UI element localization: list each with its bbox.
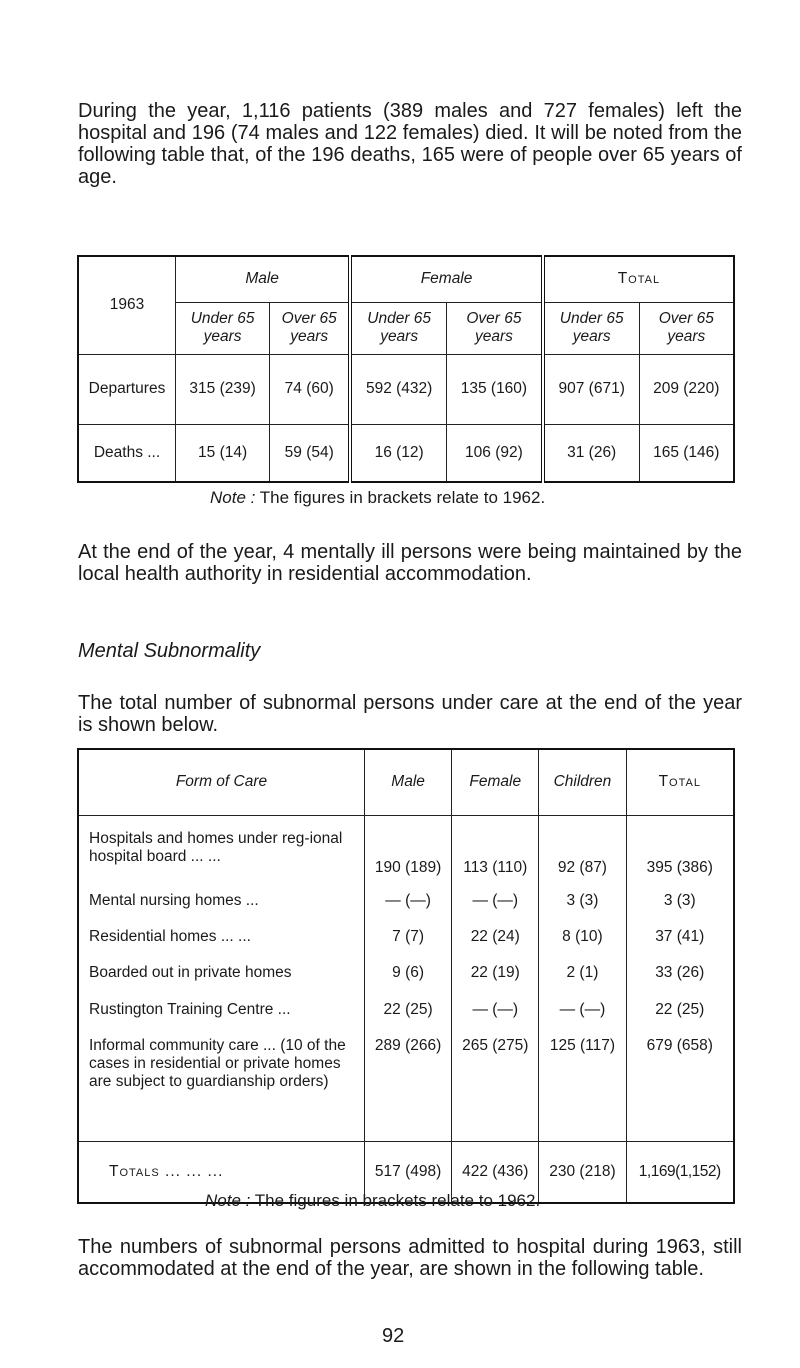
- col-header-female: Female: [452, 749, 539, 815]
- table-row: [78, 919, 734, 955]
- table-row: [78, 991, 734, 1029]
- cell: 33 (26): [626, 955, 734, 991]
- paragraph-subnormal: The total number of subnormal persons under care at the end of the year is shown below.: [78, 692, 742, 736]
- cell: 113 (110): [452, 815, 539, 883]
- row-label: Boarded out in private homes: [78, 955, 365, 991]
- cell: 37 (41): [626, 919, 734, 955]
- table-row: [78, 354, 734, 424]
- cell: 190 (189): [365, 815, 452, 883]
- table1-subheader: Under 65 years: [543, 302, 639, 354]
- cell: 592 (432): [350, 354, 446, 424]
- row-label: Hospitals and homes under reg-ional hospital board ... ...: [78, 815, 365, 883]
- cell: 907 (671): [543, 354, 639, 424]
- cell: 2 (1): [539, 955, 626, 991]
- table1-subheader: Under 65 years: [176, 302, 270, 354]
- cell: 289 (266): [365, 1029, 452, 1141]
- col-header-male: Male: [365, 749, 452, 815]
- cell: 8 (10): [539, 919, 626, 955]
- cell: 3 (3): [539, 883, 626, 919]
- table1-note: Note : The figures in brackets relate to 1962.: [210, 488, 546, 507]
- cell: 209 (220): [639, 354, 734, 424]
- deaths-departures-table: [77, 255, 735, 483]
- cell: 74 (60): [270, 354, 351, 424]
- cell: 15 (14): [176, 424, 270, 482]
- col-header-children: Children: [539, 749, 626, 815]
- table-row: [78, 815, 734, 883]
- table1-subheader: Over 65 years: [639, 302, 734, 354]
- cell: 135 (160): [447, 354, 543, 424]
- cell: 265 (275): [452, 1029, 539, 1141]
- col-header-form-of-care: Form of Care: [78, 749, 365, 815]
- cell: 106 (92): [447, 424, 543, 482]
- cell: — (—): [539, 991, 626, 1029]
- row-label: Mental nursing homes ...: [78, 883, 365, 919]
- forms-of-care-table: [77, 748, 735, 1204]
- cell: 22 (19): [452, 955, 539, 991]
- cell: 517 (498): [365, 1141, 452, 1203]
- cell: — (—): [365, 883, 452, 919]
- table-row: [78, 883, 734, 919]
- row-label: Departures: [78, 354, 176, 424]
- row-label: Residential homes ... ...: [78, 919, 365, 955]
- table-row: [78, 1029, 734, 1141]
- row-label: Deaths ...: [78, 424, 176, 482]
- cell: 31 (26): [543, 424, 639, 482]
- table1-group-male: Male: [176, 256, 351, 302]
- cell: 1,169(1,152): [626, 1141, 734, 1203]
- table1-corner: 1963: [78, 256, 176, 354]
- row-label: Rustington Training Centre ...: [78, 991, 365, 1029]
- cell: 125 (117): [539, 1029, 626, 1141]
- cell: 22 (25): [365, 991, 452, 1029]
- paragraph-admitted: The numbers of subnormal persons admitted to hospital during 1963, still accommodated at the end of the year, are shown in the following table.: [78, 1236, 742, 1280]
- row-label: Totals ... ... ...: [78, 1141, 365, 1203]
- cell: 22 (24): [452, 919, 539, 955]
- cell: 7 (7): [365, 919, 452, 955]
- table1-subheader: Over 65 years: [270, 302, 351, 354]
- cell: 22 (25): [626, 991, 734, 1029]
- cell: 3 (3): [626, 883, 734, 919]
- table1-subheader: Over 65 years: [447, 302, 543, 354]
- paragraph-mentally-ill: At the end of the year, 4 mentally ill persons were being maintained by the local health authority in residential accommodation.: [78, 541, 742, 585]
- cell: 59 (54): [270, 424, 351, 482]
- table1-group-female: Female: [350, 256, 543, 302]
- cell: 395 (386): [626, 815, 734, 883]
- row-label: Informal community care ... (10 of the cases in residential or private homes are subject to guardianship orders): [78, 1029, 365, 1141]
- col-header-total: Total: [626, 749, 734, 815]
- table1-group-total: Total: [543, 256, 734, 302]
- cell: — (—): [452, 991, 539, 1029]
- cell: 422 (436): [452, 1141, 539, 1203]
- intro-paragraph: During the year, 1,116 patients (389 males and 727 females) left the hospital and 196 (74 males and 122 females) died. It will be noted from the following table that, of the 196 deaths, 165 were of people over 65 years of age.: [78, 100, 742, 188]
- cell: 16 (12): [350, 424, 446, 482]
- cell: 230 (218): [539, 1141, 626, 1203]
- table-row: [78, 955, 734, 991]
- section-heading: Mental Subnormality: [78, 640, 261, 662]
- table1-subheader: Under 65 years: [350, 302, 446, 354]
- cell: 9 (6): [365, 955, 452, 991]
- page-number: 92: [382, 1325, 405, 1347]
- table-row: [78, 424, 734, 482]
- cell: 92 (87): [539, 815, 626, 883]
- cell: 315 (239): [176, 354, 270, 424]
- cell: 165 (146): [639, 424, 734, 482]
- cell: 679 (658): [626, 1029, 734, 1141]
- cell: — (—): [452, 883, 539, 919]
- table2-note: Note : The figures in brackets relate to 1962.: [205, 1191, 541, 1210]
